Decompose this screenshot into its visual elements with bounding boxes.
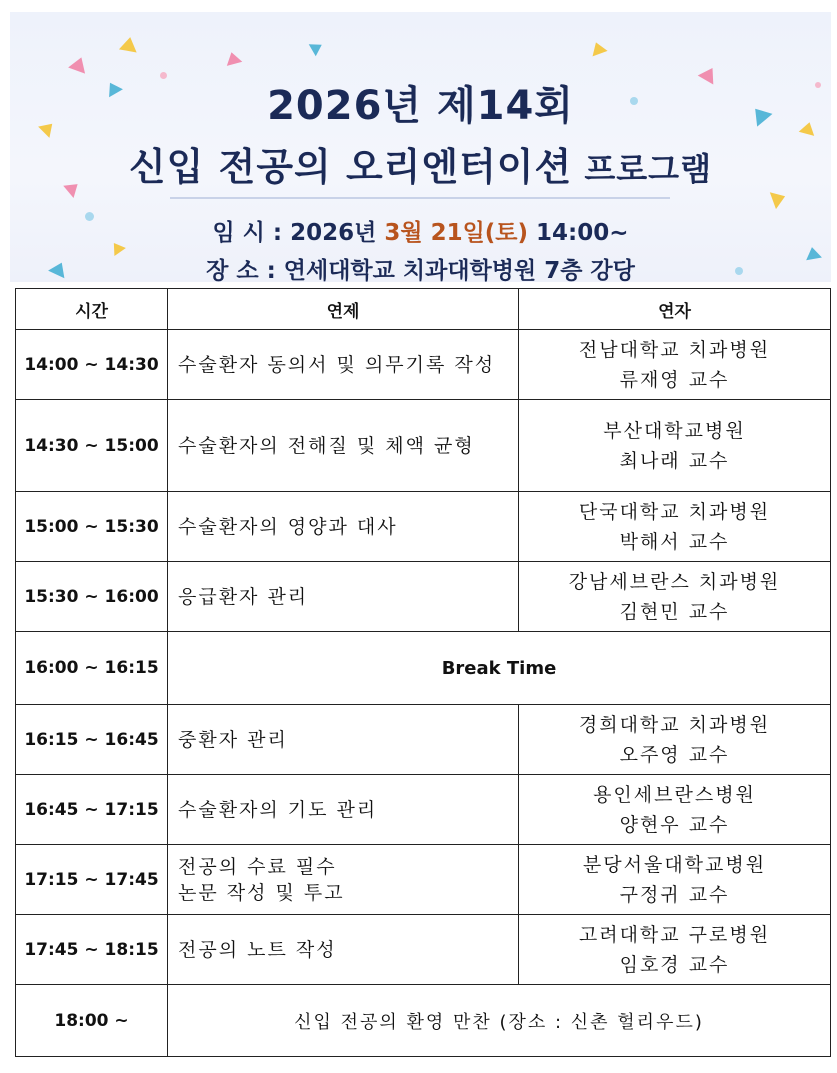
date-highlight: 3월 21일(토) bbox=[384, 220, 529, 246]
event-banner bbox=[10, 12, 831, 282]
time-cell: 14:30 ~ 15:00 bbox=[16, 400, 168, 492]
speaker-org: 경희대학교 치과병원 bbox=[578, 713, 771, 736]
topic-cell: 수술환자 동의서 및 의무기록 작성 bbox=[168, 330, 519, 400]
speaker-cell bbox=[519, 562, 831, 632]
speaker-name: 류재영 교수 bbox=[619, 368, 730, 391]
topic-line2: 논문 작성 및 투고 bbox=[178, 881, 345, 904]
table-row bbox=[16, 775, 831, 845]
speaker-org: 고려대학교 구로병원 bbox=[578, 923, 771, 946]
banner-title-line2 bbox=[10, 136, 831, 191]
speaker-org: 전남대학교 치과병원 bbox=[578, 338, 771, 361]
topic-cell: 수술환자의 영양과 대사 bbox=[168, 492, 519, 562]
topic-cell: 수술환자의 전해질 및 체액 균형 bbox=[168, 400, 519, 492]
time-cell: 18:00 ~ bbox=[16, 985, 168, 1057]
time-cell: 17:45 ~ 18:15 bbox=[16, 915, 168, 985]
speaker-cell bbox=[519, 492, 831, 562]
time-cell: 14:00 ~ 14:30 bbox=[16, 330, 168, 400]
table-row bbox=[16, 915, 831, 985]
table-row bbox=[16, 330, 831, 400]
confetti-icon bbox=[119, 36, 139, 53]
speaker-org: 단국대학교 치과병원 bbox=[578, 500, 771, 523]
banner-title-line1: 2026년 제14회 bbox=[267, 83, 574, 129]
table-header-row bbox=[16, 289, 831, 330]
topic-cell bbox=[168, 845, 519, 915]
time-cell: 15:30 ~ 16:00 bbox=[16, 562, 168, 632]
time-cell: 17:15 ~ 17:45 bbox=[16, 845, 168, 915]
header-speaker: 연자 bbox=[519, 289, 831, 330]
speaker-org: 부산대학교병원 bbox=[603, 419, 746, 442]
speaker-cell bbox=[519, 845, 831, 915]
banner-title-main: 신입 전공의 오리엔터이션 bbox=[128, 145, 573, 189]
dinner-row bbox=[16, 985, 831, 1057]
confetti-icon bbox=[224, 50, 243, 66]
event-date bbox=[10, 214, 831, 247]
confetti-icon bbox=[588, 40, 607, 57]
speaker-name: 김현민 교수 bbox=[619, 600, 730, 623]
header-topic: 연제 bbox=[168, 289, 519, 330]
speaker-name: 구정귀 교수 bbox=[619, 883, 730, 906]
confetti-icon bbox=[309, 39, 326, 57]
date-time: 14:00~ bbox=[528, 220, 629, 246]
time-cell: 15:00 ~ 15:30 bbox=[16, 492, 168, 562]
topic-cell: 전공의 노트 작성 bbox=[168, 915, 519, 985]
speaker-org: 용인세브란스병원 bbox=[593, 783, 756, 806]
topic-cell: 중환자 관리 bbox=[168, 705, 519, 775]
speaker-cell bbox=[519, 775, 831, 845]
table-row bbox=[16, 400, 831, 492]
table-row bbox=[16, 845, 831, 915]
header-time: 시간 bbox=[16, 289, 168, 330]
speaker-name: 임호경 교수 bbox=[619, 953, 730, 976]
speaker-cell bbox=[519, 330, 831, 400]
table-row bbox=[16, 562, 831, 632]
time-cell: 16:15 ~ 16:45 bbox=[16, 705, 168, 775]
schedule-table bbox=[15, 288, 831, 1057]
table-row bbox=[16, 492, 831, 562]
break-label: Break Time bbox=[168, 632, 831, 705]
speaker-org: 분당서울대학교병원 bbox=[582, 853, 767, 876]
speaker-name: 박해서 교수 bbox=[619, 530, 730, 553]
topic-line1: 전공의 수료 필수 bbox=[178, 855, 337, 878]
dinner-label: 신입 전공의 환영 만찬 (장소 : 신촌 헐리우드) bbox=[168, 985, 831, 1057]
confetti-icon bbox=[770, 188, 788, 209]
time-cell: 16:00 ~ 16:15 bbox=[16, 632, 168, 705]
speaker-cell bbox=[519, 915, 831, 985]
speaker-cell bbox=[519, 705, 831, 775]
speaker-org: 강남세브란스 치과병원 bbox=[568, 570, 781, 593]
banner-divider bbox=[170, 197, 670, 199]
confetti-icon bbox=[68, 54, 90, 73]
topic-cell: 응급환자 관리 bbox=[168, 562, 519, 632]
speaker-name: 최나래 교수 bbox=[619, 449, 730, 472]
banner-title-suffix: 프로그램 bbox=[572, 150, 713, 188]
break-row bbox=[16, 632, 831, 705]
table-row bbox=[16, 705, 831, 775]
time-cell: 16:45 ~ 17:15 bbox=[16, 775, 168, 845]
speaker-name: 양현우 교수 bbox=[619, 813, 730, 836]
speaker-name: 오주영 교수 bbox=[619, 743, 730, 766]
date-label: 임 시 : 2026년 bbox=[212, 220, 385, 246]
event-place: 장 소 : 연세대학교 치과대학병원 7층 강당 bbox=[206, 258, 635, 282]
topic-cell: 수술환자의 기도 관리 bbox=[168, 775, 519, 845]
speaker-cell bbox=[519, 400, 831, 492]
